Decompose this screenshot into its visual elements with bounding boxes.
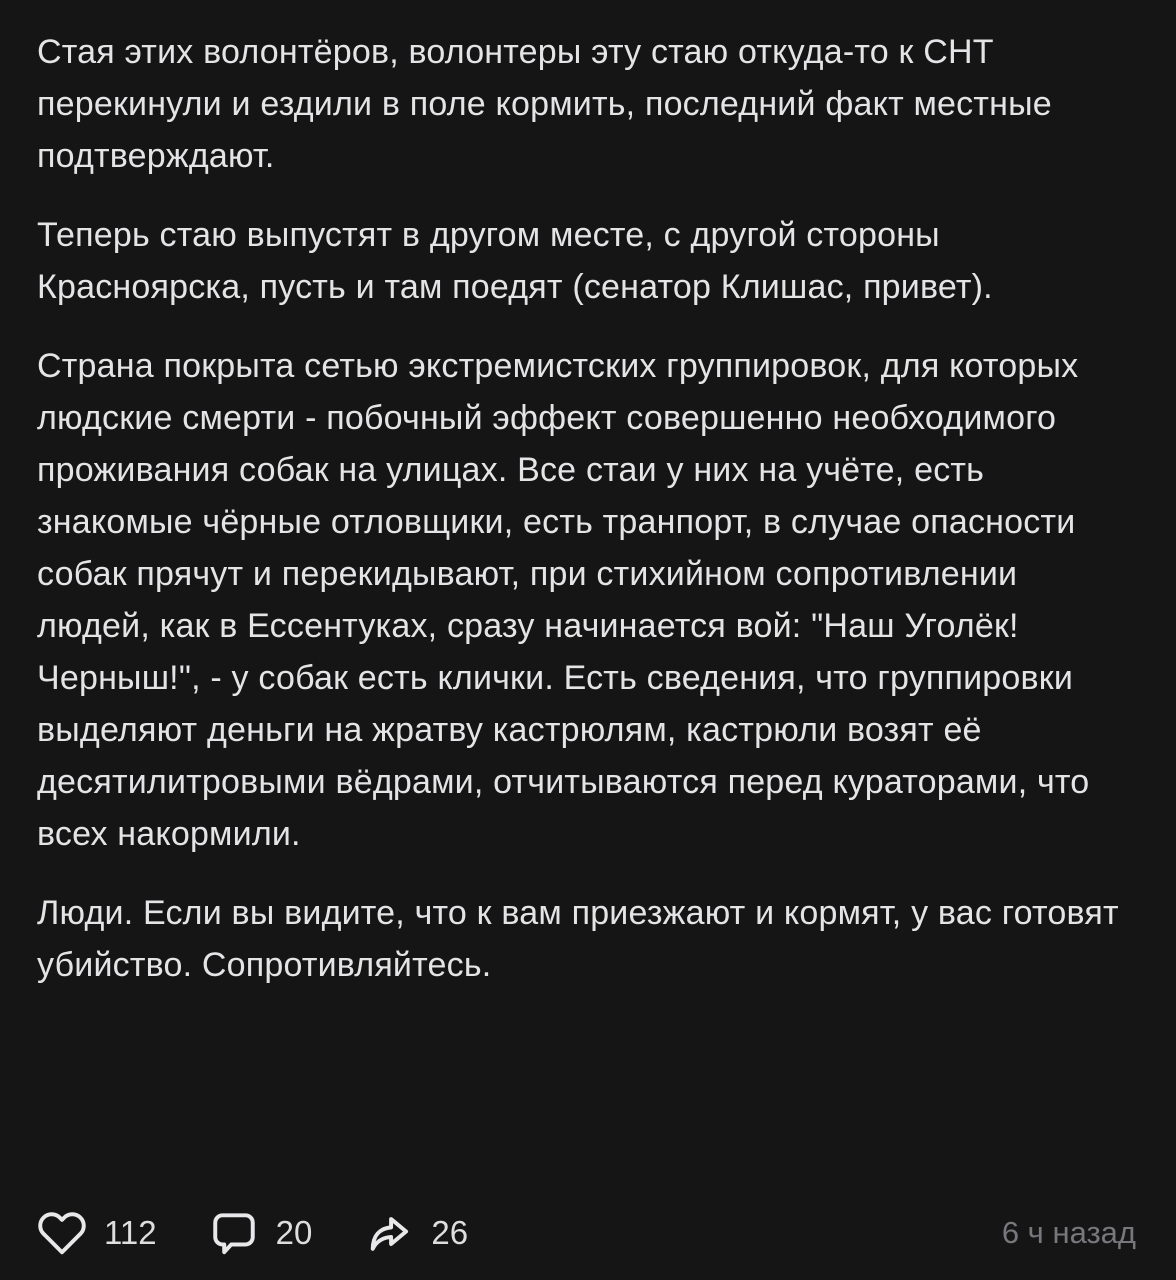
comment-count: 20 (275, 1214, 313, 1251)
like-button[interactable] (37, 1208, 157, 1258)
comment-icon (209, 1208, 259, 1258)
share-icon (364, 1208, 414, 1258)
share-button[interactable] (364, 1208, 468, 1258)
heart-icon (37, 1208, 87, 1258)
post-paragraph-3: Страна покрыта сетью экстремистских группировок, для которых людские смерти - побочный эффект совершенно необходимого проживания собак на улицах. Все стаи у них на учёте, есть знакомые чёрные отловщики, есть транпорт, в случае опасности собак прячут и перекидывают, при стихийном сопротивлении людей, как в Ессентуках, сразу начинается вой: "Наш Уголёк! Черныш!", - у собак есть клички. Есть сведения, что группировки выделяют деньги на жратву кастрюлям, кастрюли возят её десятилитровыми вёдрами, отчитываются перед кураторами, что всех накормили. (37, 347, 1090, 853)
like-count: 112 (104, 1214, 157, 1251)
post-text (37, 26, 1136, 1018)
post-paragraph-2: Теперь стаю выпустят в другом месте, с другой стороны Красноярска, пусть и там поедят (сенатор Клишас, привет). (37, 216, 993, 306)
timestamp: 6 ч назад (1001, 1215, 1136, 1250)
post-paragraph-4: Люди. Если вы видите, что к вам приезжают и кормят, у вас готовят убийство. Сопротивляйтесь. (37, 894, 1119, 984)
comment-button[interactable] (209, 1208, 313, 1258)
share-count: 26 (431, 1214, 469, 1251)
action-bar (37, 1208, 1136, 1258)
post-paragraph-1: Стая этих волонтёров, волонтеры эту стаю откуда-то к СНТ перекинули и ездили в поле кормить, последний факт местные подтверждают. (37, 33, 1052, 175)
